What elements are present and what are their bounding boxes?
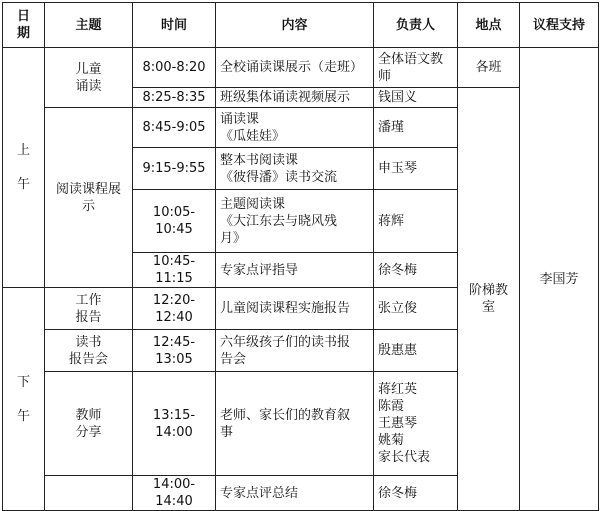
content-cell: 专家点评总结: [216, 476, 374, 511]
time-cell: 12:45-13:05: [133, 330, 216, 372]
schedule-table: [2, 2, 599, 511]
theme-children-reading: 儿童 诵读: [45, 48, 133, 108]
content-cell: 专家点评指导: [216, 253, 374, 288]
content-cell: 六年级孩子们的读书报 告会: [216, 330, 374, 372]
table-row: [3, 48, 599, 88]
empty-theme-cell: [45, 476, 133, 511]
person-cell: 蒋红英 陈霞 王惠琴 姚菊 家长代表: [374, 372, 458, 476]
theme-teacher-share: 教师 分享: [45, 372, 133, 476]
theme-reading-report: 读书 报告会: [45, 330, 133, 372]
person-cell: 钱国义: [374, 88, 458, 108]
content-cell: 班级集体诵读视频展示: [216, 88, 374, 108]
schedule-table-wrapper: [2, 2, 599, 511]
header-content: 内容: [216, 3, 374, 48]
time-cell: 10:05-10:45: [133, 190, 216, 253]
content-cell: 全校诵读课展示（走班）: [216, 48, 374, 88]
person-cell: 张立俊: [374, 288, 458, 330]
header-time: 时间: [133, 3, 216, 48]
person-cell: 蒋辉: [374, 190, 458, 253]
header-place: 地点: [458, 3, 520, 48]
theme-course-showcase: 阅读课程展 示: [45, 108, 133, 288]
time-cell: 9:15-9:55: [133, 148, 216, 190]
header-row: [3, 3, 599, 48]
place-each-class: 各班: [458, 48, 520, 88]
header-theme: 主题: [45, 3, 133, 48]
person-cell: 潘瑾: [374, 108, 458, 148]
time-cell: 10:45-11:15: [133, 253, 216, 288]
content-cell: 儿童阅读课程实施报告: [216, 288, 374, 330]
time-cell: 8:45-9:05: [133, 108, 216, 148]
period-morning: 上 午: [3, 48, 45, 288]
header-host: 议程支持: [520, 3, 599, 48]
theme-work-report: 工作 报告: [45, 288, 133, 330]
place-lecture-hall: 阶梯教 室: [458, 88, 520, 511]
person-cell: 全体语文教 师: [374, 48, 458, 88]
content-cell: 老师、家长们的教育叙 事: [216, 372, 374, 476]
time-cell: 8:25-8:35: [133, 88, 216, 108]
content-cell: 主题阅读课 《大江东去与晓风残 月》: [216, 190, 374, 253]
time-cell: 8:00-8:20: [133, 48, 216, 88]
header-period: 日 期: [3, 3, 45, 48]
person-cell: 申玉琴: [374, 148, 458, 190]
time-cell: 12:20-12:40: [133, 288, 216, 330]
content-cell: 诵读课 《瓜娃娃》: [216, 108, 374, 148]
person-cell: 徐冬梅: [374, 253, 458, 288]
time-cell: 13:15-14:00: [133, 372, 216, 476]
host-cell: 李国芳: [520, 48, 599, 511]
content-cell: 整本书阅读课 《彼得潘》读书交流: [216, 148, 374, 190]
person-cell: 殷惠惠: [374, 330, 458, 372]
time-cell: 14:00-14:40: [133, 476, 216, 511]
header-person: 负责人: [374, 3, 458, 48]
period-afternoon: 下 午: [3, 288, 45, 511]
person-cell: 徐冬梅: [374, 476, 458, 511]
